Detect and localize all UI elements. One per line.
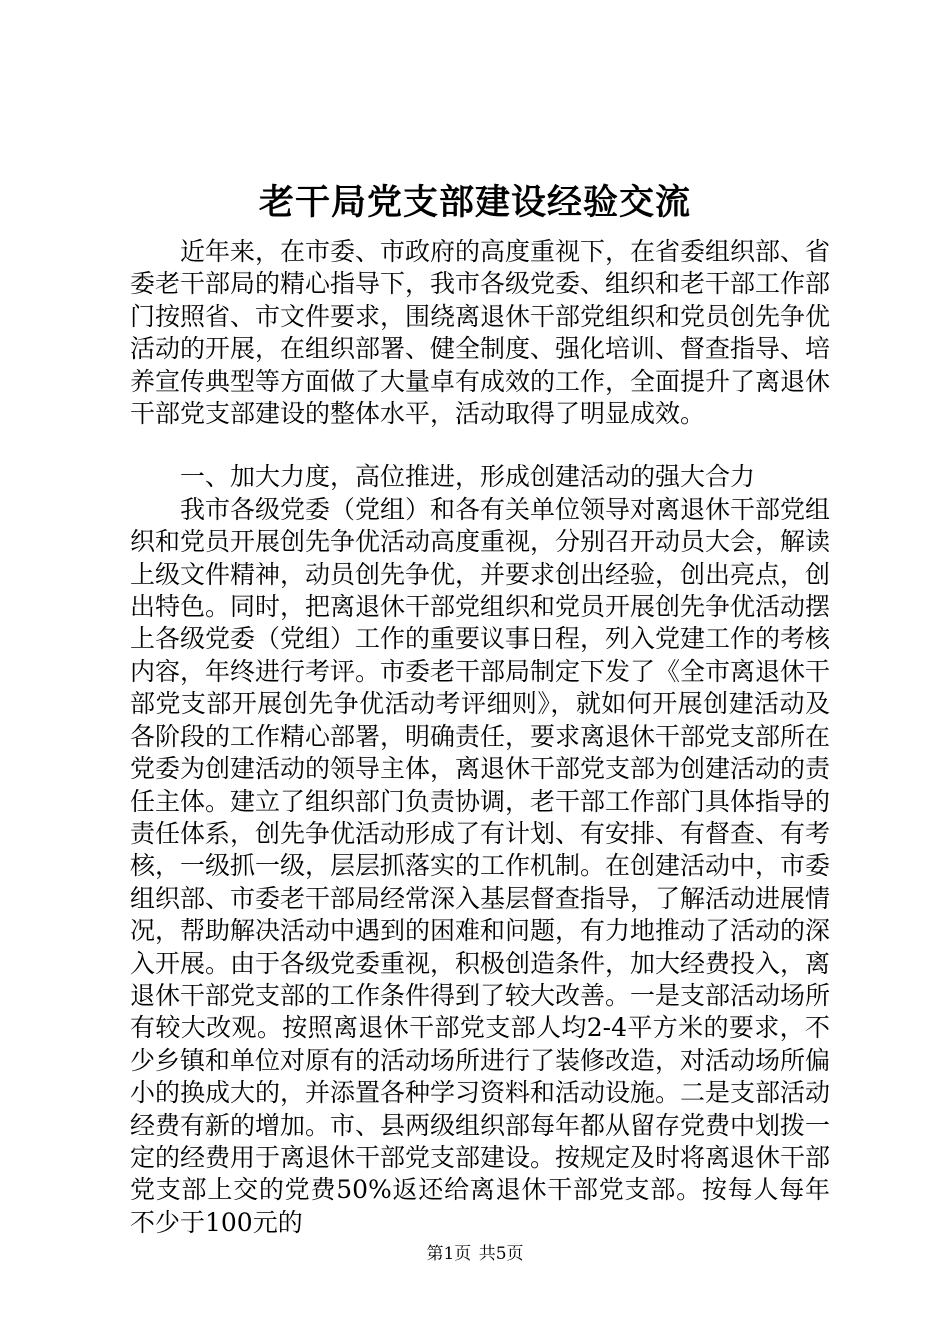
document-title: 老干局党支部建设经验交流 [258, 182, 691, 223]
document-body [130, 236, 830, 1239]
section-paragraph: 我市各级党委（党组）和各有关单位领导对离退休干部党组织和党员开展创先争优活动高度重视，分别召开动员大会，解读上级文件精神，动员创先争优，并要求创出经验，创出亮点，创出特色。同时，把离退休干部党组织和党员开展创先争优活动摆上各级党委（党组）工作的重要议事日程，列入党建工作的考核内容，年终进行考评。市委老干部局制定下发了《全市离退休干部党支部开展创先争优活动考评细则》，就如何开展创建活动及各阶段的工作精心部署，明确责任，要求离退休干部党支部所在党委为创建活动的领导主体，离退休干部党支部为创建活动的责任主体。建立了组织部门负责协调，老干部工作部门具体指导的责任体系，创先争优活动形成了有计划、有安排、有督查、有考核，一级抓一级，层层抓落实的工作机制。在创建活动中，市委组织部、市委老干部局经常深入基层督查指导，了解活动进展情况，帮助解决活动中遇到的困难和问题，有力地推动了活动的深入开展。由于各级党委重视，积极创造条件，加大经费投入，离退休干部党支部的工作条件得到了较大改善。一是支部活动场所有较大改观。按照离退休干部党支部人均2-4平方米的要求，不少乡镇和单位对原有的活动场所进行了装修改造，对活动场所偏小的换成大的，并添置各种学习资料和活动设施。二是支部活动经费有新的增加。市、县两级组织部每年都从留存党费中划拨一定的经费用于离退休干部党支部建设。按规定及时将离退休干部党支部上交的党费50%返还给离退休干部党支部。按每人每年不少于100元的 [130, 494, 831, 1237]
page-total: 共5页 [478, 1244, 524, 1264]
page-number: 第1页 [426, 1244, 472, 1264]
section-heading: 一、加大力度，高位推进，形成创建活动的强大合力 [180, 462, 756, 492]
page-footer [0, 1243, 950, 1265]
intro-paragraph: 近年来，在市委、市政府的高度重视下，在省委组织部、省委老干部局的精心指导下，我市各级党委、组织和老干部工作部门按照省、市文件要求，围绕离退休干部党组织和党员创先争优活动的开展，在组织部署、健全制度、强化培训、督查指导、培养宣传典型等方面做了大量卓有成效的工作，全面提升了离退休干部党支部建设的整体水平，活动取得了明显成效。 [130, 237, 831, 429]
